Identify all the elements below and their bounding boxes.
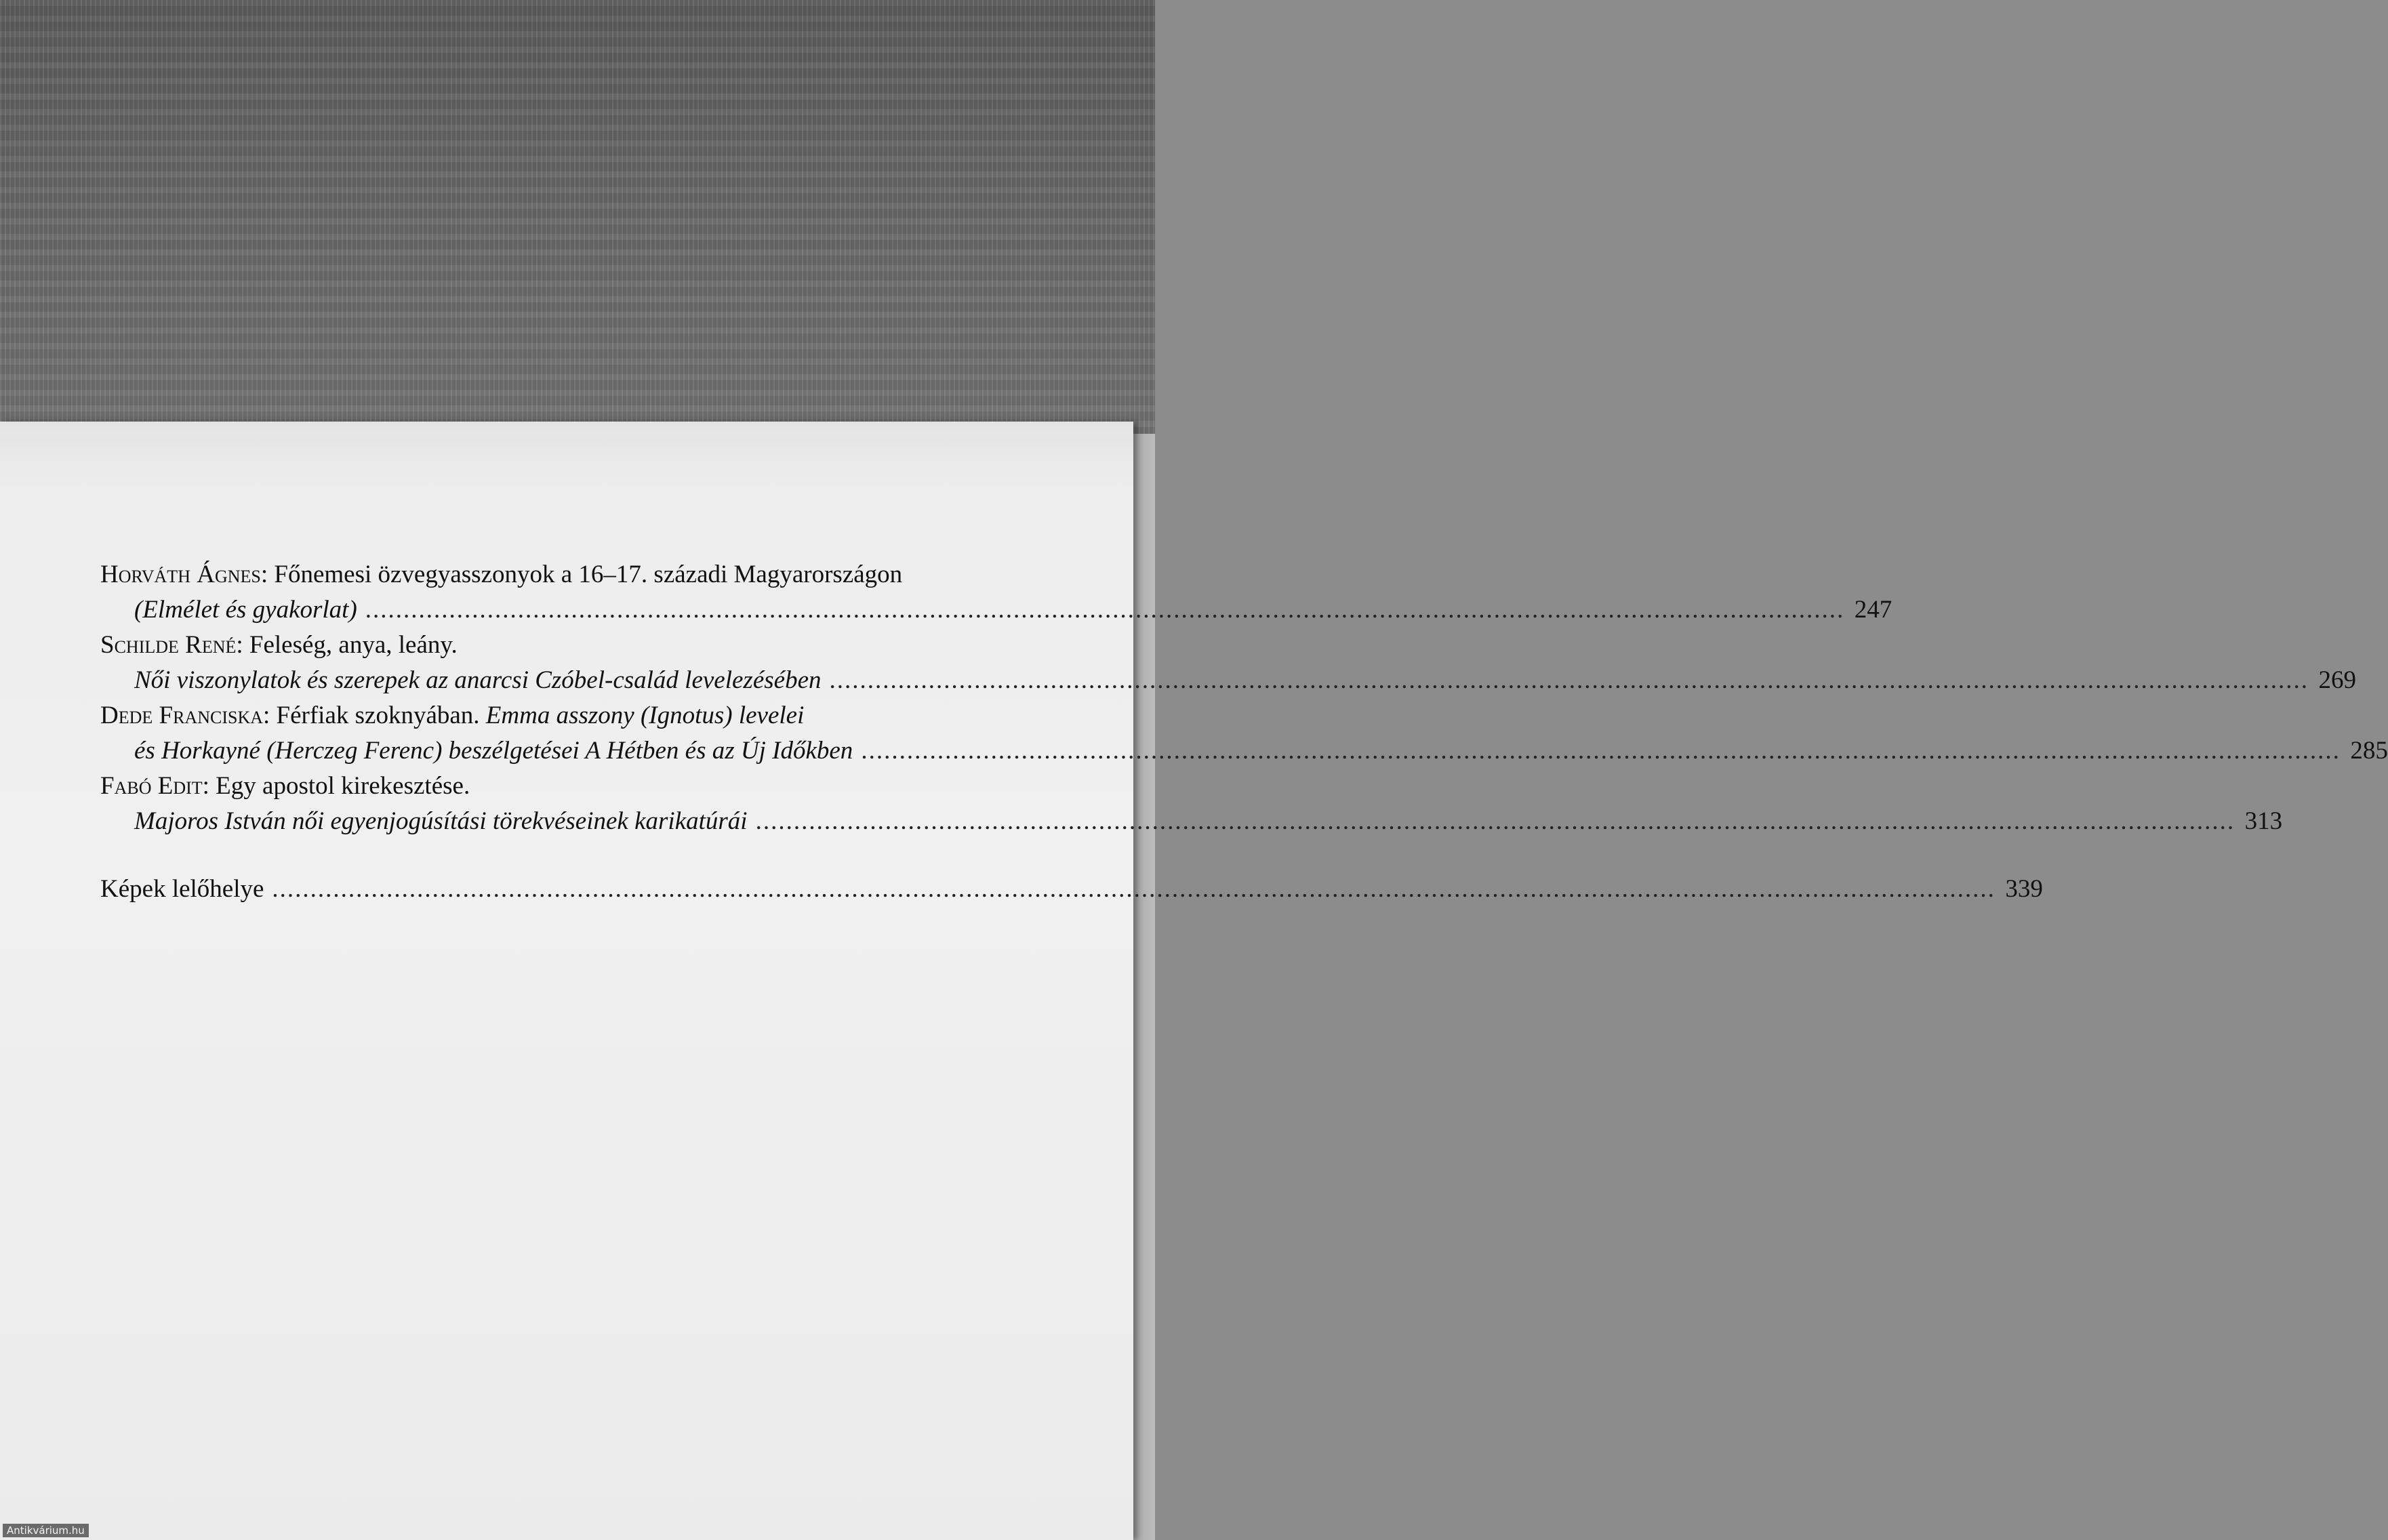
- toc-author: Dede Franciska: [100, 702, 263, 729]
- toc-entry-heading: [100, 628, 1108, 663]
- toc-leader-dots: ..................................................................................................................................................................................................................................: [272, 875, 1996, 903]
- toc-author: Fabó Edit: [100, 772, 203, 800]
- toc-entry-subtitle-line: [100, 592, 1893, 628]
- toc-title: Feleség, anya, leány.: [249, 631, 458, 659]
- toc-subtitle: (Elmélet és gyakorlat): [134, 596, 357, 624]
- watermark: Antikvárium.hu: [3, 1524, 89, 1537]
- toc-entry-heading: [100, 698, 1108, 733]
- toc-entry-heading: [100, 557, 1108, 592]
- toc-entry-subtitle-line: [100, 804, 2283, 839]
- toc-colon: :: [202, 772, 216, 800]
- toc-subtitle: Majoros István női egyenjogúsítási törekvéseinek karikatúrái: [134, 807, 748, 835]
- toc-title: Főnemesi özvegyasszonyok a 16–17. századi Magyarországon: [274, 561, 903, 588]
- toc-spacer: [100, 839, 1108, 872]
- toc-title-italic: Emma asszony (Ignotus) levelei: [485, 702, 805, 729]
- toc-leader-dots: ..................................................................................................................................................................................................: [829, 666, 2309, 694]
- toc-title: Férfiak szoknyában.: [276, 702, 480, 729]
- toc-colon: :: [263, 702, 277, 729]
- toc-author: Horváth Ágnes: [100, 561, 261, 588]
- toc-author: Schilde René: [100, 631, 237, 659]
- toc-entry-heading: [100, 769, 1108, 804]
- toc-page-number: 269: [2318, 666, 2356, 694]
- toc-leader-dots: ..................................................................................................................................................................................................: [365, 596, 1845, 624]
- toc-colon: :: [236, 631, 249, 659]
- toc-page-number: 285: [2350, 737, 2388, 765]
- toc-subtitle: és Horkayné (Herczeg Ferenc) beszélgetései A Hétben és az Új Időkben: [134, 737, 853, 765]
- toc-entry-subtitle-line: [100, 733, 2388, 769]
- toc-page-number: 247: [1854, 596, 1893, 624]
- toc-title: Egy apostol kirekesztése.: [216, 772, 470, 800]
- toc-page-number: 339: [2005, 875, 2043, 903]
- toc-subtitle: Női viszonylatok és szerepek az anarcsi Czóbel-család levelezésében: [134, 666, 822, 694]
- toc-entry-subtitle-line: [100, 663, 2356, 698]
- toc-final-entry: [100, 872, 2043, 907]
- table-of-contents: [100, 557, 2388, 907]
- toc-colon: :: [260, 561, 275, 588]
- toc-leader-dots: ..................................................................................................................................................................................................: [861, 737, 2341, 765]
- toc-title: Képek lelőhelye: [100, 875, 264, 903]
- background-surface: [0, 0, 1155, 447]
- toc-page-number: 313: [2244, 807, 2283, 835]
- toc-leader-dots: ..................................................................................................................................................................................................: [755, 807, 2235, 835]
